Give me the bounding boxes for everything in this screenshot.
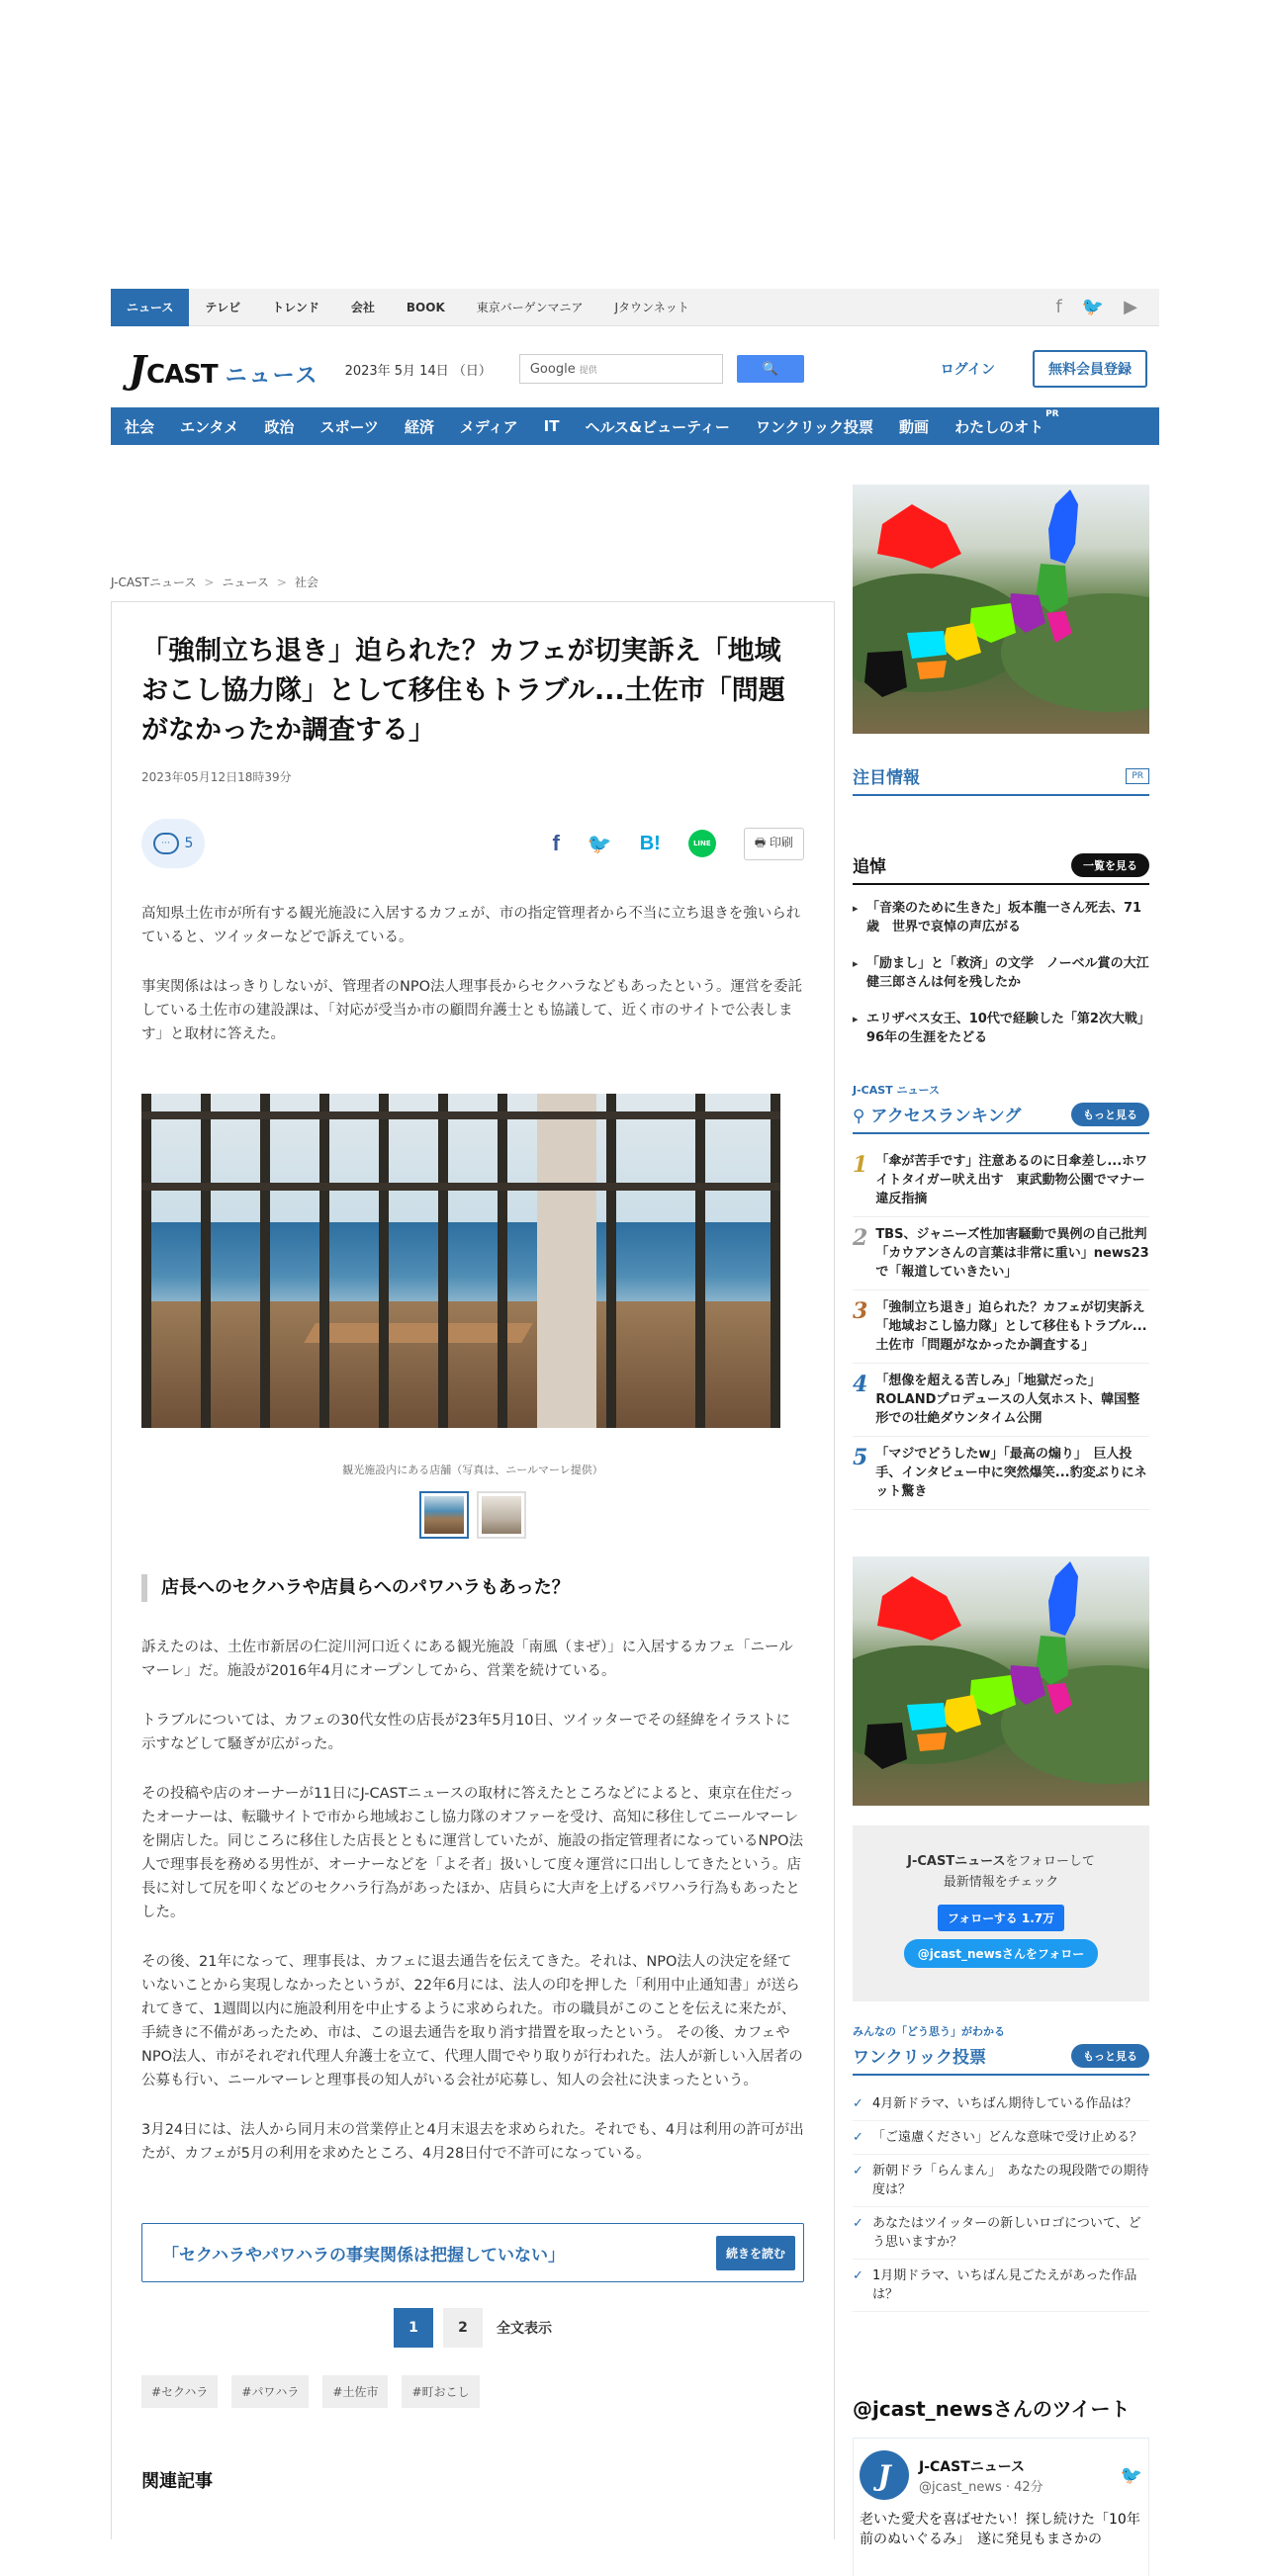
- vote-title: ワンクリック投票: [853, 2048, 986, 2068]
- facebook-icon[interactable]: f: [1055, 297, 1062, 317]
- list-item[interactable]: ▸ エリザベス女王、10代で経験した「第2次大戦」 96年の生涯をたどる: [853, 1010, 1149, 1047]
- vote-kicker: みんなの「どう思う」がわかる: [853, 2025, 1005, 2038]
- search-icon: 🔍: [762, 361, 778, 377]
- ranking-header: [853, 1102, 1149, 1134]
- login-link[interactable]: ログイン: [940, 362, 995, 378]
- follow-brand: J-CASTニュース: [907, 1854, 1006, 1869]
- facebook-follow-button[interactable]: フォローする 1.7万: [938, 1905, 1064, 1931]
- logo-cast: CAST: [145, 359, 218, 390]
- photo-caption: 観光施設内にある店舗（写真は、ニールマーレ提供）: [342, 1464, 603, 1476]
- search-icon: ⚲: [853, 1107, 865, 1126]
- tag[interactable]: #土佐市: [322, 2375, 388, 2408]
- topnav-tab-trend[interactable]: トレンド: [272, 301, 319, 314]
- tweet-handle: @jcast_news · 42分: [919, 2479, 1043, 2495]
- rank-number: 4: [853, 1372, 868, 1397]
- tag[interactable]: #町おこし: [402, 2375, 479, 2408]
- twitter-icon: 🐦: [1120, 2464, 1142, 2486]
- print-button[interactable]: [744, 828, 804, 860]
- comment-icon: ···: [153, 833, 179, 854]
- ranking-kicker: J-CAST ニュース: [853, 1084, 940, 1097]
- vote-more-button[interactable]: もっと見る: [1071, 2044, 1149, 2068]
- notice-section: [853, 763, 1149, 796]
- topnav-tab-news[interactable]: ニュース: [111, 289, 189, 326]
- tag[interactable]: #パワハラ: [231, 2375, 309, 2408]
- paragraph: トラブルについては、カフェの30代女性の店長が23年5月10日、ツイッターでその経緯をイラストに示すなどして騒ぎが広がった。: [141, 1713, 791, 1752]
- ranking-item-title: 「強制立ち退き」迫られた？カフェが切実訴え 「地域おこし協力隊」として移住もトラブル...土佐市「問題がなかったか調査する」: [875, 1300, 1158, 1353]
- notice-header: [853, 763, 1149, 796]
- print-label: 印刷: [769, 835, 793, 849]
- tag-list: [141, 2375, 804, 2408]
- topnav-tab-book[interactable]: BOOK: [406, 300, 445, 314]
- search-button[interactable]: [737, 355, 804, 383]
- ranking-title: [853, 1102, 1021, 1126]
- continue-reading-box[interactable]: [141, 2223, 804, 2282]
- ranking-more-button[interactable]: もっと見る: [1071, 1103, 1149, 1126]
- tsuito-list: [853, 899, 1157, 1047]
- paragraph: 事実関係ははっきりしないが、管理者のNPO法人理事長からセクハラなどもあったという。運営を委託している土佐市の建設課は、「対応が受当か市の顧問弁護士とも協議して、近く市のサイトで公表します」と取材に答えた。: [141, 979, 802, 1042]
- related-articles-heading: 関連記事: [141, 2471, 213, 2492]
- follow-message: [853, 1851, 1149, 1893]
- pr-badge: PR: [1126, 768, 1149, 784]
- avatar: J: [860, 2450, 909, 2500]
- ranking-item[interactable]: [853, 1364, 1149, 1437]
- ranking-item-title: 「マジでどうしたw」「最高の煽り」 巨人投手、インタビュー中に突然爆笑...豹変ぶりにネット驚き: [875, 1447, 1147, 1499]
- site-logo[interactable]: [129, 347, 319, 392]
- current-date: 2023年 5月 14日 （日）: [344, 363, 492, 379]
- follow-line2: 最新情報をチェック: [943, 1875, 1059, 1890]
- page-2-button[interactable]: 2: [443, 2308, 483, 2348]
- topnav-tab-bargain[interactable]: 東京バーゲンマニア: [476, 301, 584, 314]
- tsuito-section: [853, 852, 1157, 1065]
- ranking-item-title: TBS、ジャニーズ性加害騒動で異例の自己批判「カウアンさんの言葉は非常に重い」news23で「報道していきたい」: [875, 1227, 1149, 1280]
- page-1-button[interactable]: 1: [394, 2308, 433, 2348]
- twitter-share-icon[interactable]: 🐦: [587, 832, 612, 855]
- list-item[interactable]: ▸ 「励まし」と「救済」の文学 ノーベル賞の大江健三郎さんは何を残したか: [853, 954, 1149, 992]
- tweets-section: [853, 2393, 1149, 2576]
- logo-j: J: [129, 346, 146, 392]
- social-links: [1055, 297, 1159, 317]
- japan-map-banner: [853, 1556, 1149, 1806]
- cat-vote[interactable]: ワンクリック投票: [755, 417, 874, 436]
- register-button[interactable]: 無料会員登録: [1033, 350, 1147, 388]
- notice-title: 注目情報: [853, 768, 920, 788]
- breadcrumb-separator: >: [204, 576, 215, 589]
- search-form: [519, 354, 804, 384]
- rank-number: 1: [853, 1152, 868, 1178]
- ranking-list: [853, 1144, 1158, 1510]
- paragraph: その投稿や店のオーナーが11日にJ-CASTニュースの取材に答えたところなどによると、東京在住だったオーナーは、転職サイトで市から地域おこし協力隊のオファーを受け、高知に移住してニールマーレを開店した。同じころに移住した店長とともに運営していたが、施設の指定管理者になっているNPO法人で理事長を務める男性が、オーナーなどを「よそ者」扱いして度々運営に口出ししてきたという。店長に対して尻を叩くなどのセクハラ行為があったほか、店員らに大声を上げるパワハラ行為もあったとした。: [141, 1786, 803, 1920]
- photo-thumbnail[interactable]: [419, 1491, 469, 1539]
- vote-item[interactable]: ✓ 4月新ドラマ、いちばん期待している作品は？: [853, 2087, 1149, 2121]
- tsuito-more-button[interactable]: 一覧を見る: [1071, 853, 1149, 877]
- logo-news: ニュース: [225, 363, 319, 389]
- tag[interactable]: #セクハラ: [141, 2375, 218, 2408]
- ranking-item[interactable]: [853, 1217, 1149, 1290]
- photo-thumbnail[interactable]: [477, 1491, 526, 1539]
- facebook-share-icon[interactable]: f: [552, 831, 560, 855]
- cat-sports[interactable]: スポーツ: [319, 417, 379, 436]
- cat-video[interactable]: 動画: [899, 417, 930, 436]
- article-title: 「強制立ち退き」迫られた？カフェが切実訴え「地域おこし協力隊」として移住もトラブル...土佐市「問題がなかったか調査する」: [141, 636, 785, 746]
- tsuito-title: 追悼: [853, 857, 886, 877]
- cat-economy[interactable]: 経済: [404, 417, 434, 436]
- tweet-author: J-CASTニュース: [919, 2458, 1026, 2475]
- sidebar-map-banner-bottom[interactable]: [853, 1556, 1149, 1806]
- article-photo[interactable]: [141, 1094, 780, 1428]
- article: [111, 601, 835, 2539]
- tweet-text: 老いた愛犬を喜ばせたい！探し続けた「10年前のぬいぐるみ」 遂に発見もまさかの: [860, 2512, 1140, 2547]
- vote-item[interactable]: ✓ 新朝ドラ「らんまん」 あなたの現段階での期待度は？: [853, 2155, 1149, 2207]
- full-view-link[interactable]: 全文表示: [497, 2321, 552, 2337]
- share-buttons: [552, 828, 804, 860]
- next-page-teaser: 「セクハラやパワハラの事実関係は把握していない」: [162, 2245, 565, 2265]
- comment-count: 5: [184, 836, 194, 851]
- cat-it[interactable]: IT: [543, 417, 560, 435]
- search-brand: Google: [529, 361, 576, 377]
- twitter-follow-button[interactable]: @jcast_newsさんをフォロー: [904, 1939, 1099, 1968]
- topnav-tab-tv[interactable]: テレビ: [205, 301, 241, 314]
- ranking-item-title: 「想像を超える苦しみ」「地獄だった」ROLANDプロデュースの人気ホスト、韓国整形での壮絶ダウンタイム公開: [875, 1374, 1140, 1426]
- ranking-item[interactable]: [853, 1437, 1149, 1510]
- printer-icon: 🖶: [754, 835, 767, 849]
- top-nav: [111, 289, 1159, 326]
- cat-society[interactable]: 社会: [125, 417, 155, 436]
- comment-button[interactable]: [141, 819, 205, 868]
- photo-thumbnails: [141, 1491, 804, 1539]
- breadcrumb-home[interactable]: J-CASTニュース: [111, 576, 197, 589]
- hatena-bookmark-icon[interactable]: B!: [639, 832, 661, 854]
- youtube-icon[interactable]: ▶: [1124, 297, 1137, 317]
- paragraph: 訴えたのは、土佐市新居の仁淀川河口近くにある観光施設「南風（まぜ）」に入居するカフェ「ニールマーレ」だ。施設が2016年4月にオープンしてから、営業を続けている。: [141, 1640, 793, 1679]
- cat-entame[interactable]: エンタメ: [180, 417, 239, 436]
- follow-box: [853, 1825, 1149, 2001]
- follow-line1: をフォローして: [1005, 1854, 1095, 1869]
- breadcrumb-news[interactable]: ニュース: [222, 576, 269, 589]
- continue-reading-button[interactable]: 続きを読む: [716, 2236, 795, 2270]
- vote-item[interactable]: ✓ あなたはツイッターの新しいロゴについて、どう思いますか？: [853, 2207, 1149, 2260]
- breadcrumb: [111, 574, 318, 590]
- list-item[interactable]: ▸ 「音楽のために生きた」坂本龍一さん死去、71歳 世界で哀悼の声広がる: [853, 899, 1149, 936]
- vote-section: [853, 2023, 1149, 2312]
- vote-item[interactable]: ✓ 1月期ドラマ、いちばん見ごたえがあった作品は？: [853, 2260, 1149, 2312]
- rank-number: 3: [853, 1298, 868, 1324]
- topnav-tab-company[interactable]: 会社: [350, 301, 375, 314]
- ranking-item-title: 「傘が苦手です」注意あるのに日傘差し...ホワイトタイガー吠え出す 東武動物公園でマナー違反指摘: [875, 1154, 1148, 1206]
- section-heading: 店長へのセクハラや店員らへのパワハラもあった？: [141, 1574, 804, 1602]
- sidebar-map-banner-top[interactable]: [853, 485, 1149, 734]
- search-sub: 提供: [579, 365, 597, 376]
- breadcrumb-separator: >: [276, 576, 287, 589]
- rank-number: 5: [853, 1445, 868, 1470]
- pr-badge: PR: [1045, 409, 1059, 419]
- article-body: [141, 902, 804, 2166]
- ranking-item[interactable]: [853, 1144, 1149, 1217]
- site-header: [111, 336, 1159, 401]
- japan-map-banner: [853, 485, 1149, 734]
- vote-header: [853, 2043, 1149, 2076]
- article-date: 2023年05月12日18時39分: [141, 770, 292, 784]
- tweet-card[interactable]: [853, 2438, 1149, 2576]
- paragraph: 3月24日には、法人から同月末の営業停止と4月末退去を求められた。それでも、4月は利用の許可が出たが、カフェが5月の利用を求めたところ、4月28日付で不許可になっている。: [141, 2122, 804, 2162]
- paragraph: 高知県土佐市が所有する観光施設に入居するカフェが、市の指定管理者から不当に立ち退きを強いられていると、ツイッターなどで訴えている。: [141, 906, 801, 945]
- line-share-icon[interactable]: LINE: [688, 830, 716, 857]
- cat-health[interactable]: ヘルス&ビューティー: [585, 417, 730, 436]
- cat-politics[interactable]: 政治: [264, 417, 295, 436]
- tweets-title: @jcast_newsさんのツイート: [853, 2397, 1131, 2421]
- tsuito-header: [853, 852, 1149, 885]
- breadcrumb-society[interactable]: 社会: [294, 576, 318, 589]
- vote-item[interactable]: ✓ 「ご遠慮ください」どんな意味で受け止める？: [853, 2121, 1149, 2155]
- ranking-section: [853, 1082, 1158, 1510]
- share-bar: [141, 819, 804, 868]
- vote-list: [853, 2087, 1149, 2312]
- twitter-icon[interactable]: 🐦: [1081, 297, 1105, 317]
- rank-number: 2: [853, 1225, 868, 1251]
- cat-media[interactable]: メディア: [459, 417, 518, 436]
- search-input[interactable]: [519, 354, 723, 384]
- category-nav: [111, 407, 1159, 445]
- ranking-item[interactable]: [853, 1290, 1158, 1364]
- paragraph: その後、21年になって、理事長は、カフェに退去通告を伝えてきた。それは、NPO法人の決定を経ていないことから実現しなかったというが、22年6月には、法人の印を押した「利用中止通知書」が送られてきて、1週間以内に施設利用を中止するように求められた。市の職員がこのことを伝えに来たが、手続きに不備があったため、市は、この退去通告を取り消す措置を取ったという。 その後、カフェやNPO法人、市がそれぞれ代理人弁護士を立て、代理人間でやり取りが行われた。法人が新しい入居者の公募も行い、ニールマーレと理事長の知人がいる会社が応募し、知人の会社に決まったという。: [141, 1954, 803, 2088]
- cat-oto[interactable]: わたしのオト: [954, 417, 1044, 436]
- pagination: [141, 2308, 804, 2348]
- topnav-tab-jtown[interactable]: Jタウンネット: [614, 301, 689, 314]
- ranking-title-text: アクセスランキング: [870, 1107, 1022, 1126]
